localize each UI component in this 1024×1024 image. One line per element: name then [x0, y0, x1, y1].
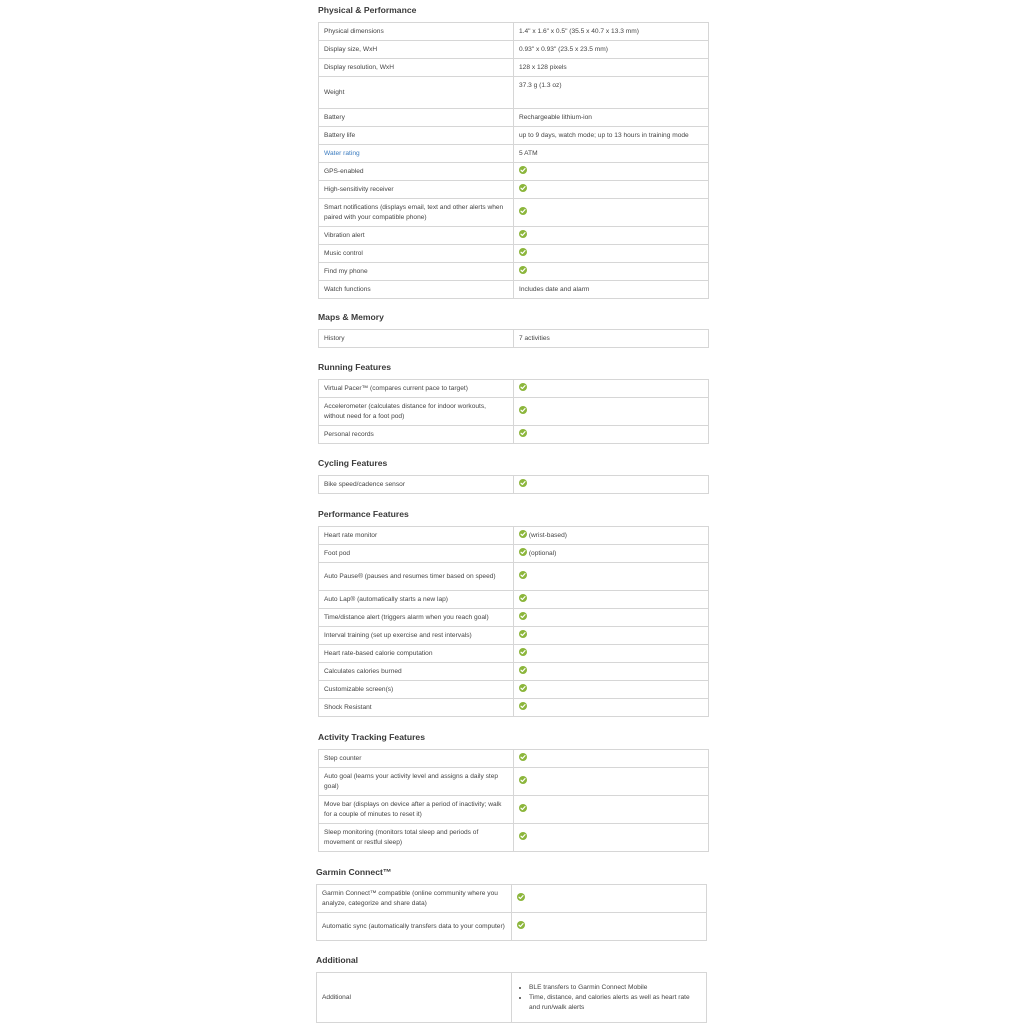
section-running-features [318, 360, 708, 444]
check-circle-icon [519, 832, 527, 840]
table-row [319, 281, 709, 299]
table-row [319, 699, 709, 717]
bullet-item: • Time, distance, and calories alerts as well as heart rate and run/walk alerts [529, 993, 701, 1013]
table-row [319, 609, 709, 627]
spec-label: Shock Resistant [319, 699, 514, 717]
table-row [317, 913, 707, 941]
spec-label: Sleep monitoring (monitors total sleep and periods of movement or restful sleep) [319, 824, 514, 852]
check-circle-icon [519, 166, 527, 174]
spec-label: Heart rate monitor [319, 527, 514, 545]
table-row [319, 681, 709, 699]
spec-value [514, 476, 709, 494]
spec-label: Personal records [319, 426, 514, 444]
table-row [319, 768, 709, 796]
check-circle-icon [519, 207, 527, 215]
spec-value [514, 563, 709, 591]
spec-value [514, 227, 709, 245]
section-cycling-features [318, 456, 708, 494]
check-circle-icon [517, 893, 525, 901]
section-additional [316, 953, 706, 1023]
table-row [319, 163, 709, 181]
section-performance-features [318, 507, 708, 717]
check-circle-icon [519, 612, 527, 620]
spec-label: Smart notifications (displays email, text and other alerts when paired with your compatible phone) [319, 199, 514, 227]
spec-label: Garmin Connect™ compatible (online community where you analyze, categorize and share data) [317, 885, 512, 913]
spec-label: High-sensitivity receiver [319, 181, 514, 199]
spec-value [514, 380, 709, 398]
check-circle-icon [519, 594, 527, 602]
spec-label: Weight [319, 77, 514, 109]
spec-value [514, 527, 709, 545]
spec-value: 0.93" x 0.93" (23.5 x 23.5 mm) [514, 41, 709, 59]
spec-value [514, 768, 709, 796]
spec-label: Music control [319, 245, 514, 263]
spec-label: Auto Lap® (automatically starts a new lap) [319, 591, 514, 609]
spec-table-maps [318, 329, 709, 348]
section-title: Activity Tracking Features [318, 732, 425, 742]
spec-value [512, 885, 707, 913]
table-row [319, 330, 709, 348]
spec-value: up to 9 days, watch mode; up to 13 hours in training mode [514, 127, 709, 145]
spec-label: Find my phone [319, 263, 514, 281]
spec-value [514, 591, 709, 609]
spec-label: Customizable screen(s) [319, 681, 514, 699]
table-row [319, 109, 709, 127]
section-title: Physical & Performance [318, 5, 417, 15]
spec-label: Interval training (set up exercise and rest intervals) [319, 627, 514, 645]
spec-value: Rechargeable lithium-ion [514, 109, 709, 127]
check-circle-icon [519, 648, 527, 656]
spec-value [514, 699, 709, 717]
section-title: Garmin Connect™ [316, 867, 392, 877]
table-row [319, 145, 709, 163]
check-circle-icon [519, 702, 527, 710]
spec-table-activity [318, 749, 709, 852]
spec-value [512, 913, 707, 941]
check-circle-icon [519, 184, 527, 192]
check-circle-icon [519, 684, 527, 692]
spec-label: Auto Pause® (pauses and resumes timer based on speed) [319, 563, 514, 591]
check-circle-icon [519, 571, 527, 579]
spec-label: History [319, 330, 514, 348]
spec-value [514, 645, 709, 663]
table-row [319, 796, 709, 824]
check-circle-icon [519, 406, 527, 414]
spec-label: Vibration alert [319, 227, 514, 245]
section-garmin-connect [316, 865, 706, 941]
table-row [319, 199, 709, 227]
spec-label: Step counter [319, 750, 514, 768]
spec-value [514, 545, 709, 563]
table-row [317, 885, 707, 913]
spec-table-physical [318, 22, 709, 299]
check-circle-icon [519, 429, 527, 437]
spec-value: Includes date and alarm [514, 281, 709, 299]
spec-value [514, 750, 709, 768]
spec-value [514, 609, 709, 627]
spec-label: Watch functions [319, 281, 514, 299]
spec-label: Auto goal (learns your activity level and assigns a daily step goal) [319, 768, 514, 796]
spec-value [514, 263, 709, 281]
table-row [319, 476, 709, 494]
spec-value [514, 181, 709, 199]
spec-label: Additional [317, 973, 512, 1023]
spec-label: Accelerometer (calculates distance for indoor workouts, without need for a foot pod) [319, 398, 514, 426]
spec-table-connect [316, 884, 707, 941]
section-title: Running Features [318, 362, 392, 372]
check-circle-icon [519, 804, 527, 812]
spec-note: (wrist-based) [528, 531, 567, 539]
table-row [319, 563, 709, 591]
spec-note: (optional) [528, 549, 557, 557]
spec-value: 7 activities [514, 330, 709, 348]
spec-value [512, 973, 707, 1023]
spec-value: 5 ATM [514, 145, 709, 163]
table-row [319, 824, 709, 852]
table-row [319, 245, 709, 263]
spec-label: Physical dimensions [319, 23, 514, 41]
spec-table-additional [316, 972, 707, 1023]
spec-label: Automatic sync (automatically transfers data to your computer) [317, 913, 512, 941]
table-row [319, 227, 709, 245]
spec-value: 128 x 128 pixels [514, 59, 709, 77]
spec-value [514, 398, 709, 426]
table-row [319, 41, 709, 59]
table-row [319, 663, 709, 681]
spec-value: 1.4" x 1.6" x 0.5" (35.5 x 40.7 x 13.3 mm) [514, 23, 709, 41]
check-circle-icon [519, 530, 527, 538]
bullet-list [517, 983, 701, 1013]
spec-label: Move bar (displays on device after a period of inactivity; walk for a couple of minutes to reset it) [319, 796, 514, 824]
check-circle-icon [519, 230, 527, 238]
spec-label: Battery [319, 109, 514, 127]
spec-table-cycling [318, 475, 709, 494]
spec-label: Heart rate-based calorie computation [319, 645, 514, 663]
table-row [319, 380, 709, 398]
section-title: Cycling Features [318, 458, 388, 468]
table-row [317, 973, 707, 1023]
table-row [319, 59, 709, 77]
check-circle-icon [519, 666, 527, 674]
spec-value [514, 796, 709, 824]
table-row [319, 263, 709, 281]
spec-label: Battery life [319, 127, 514, 145]
table-row [319, 591, 709, 609]
section-maps-memory [318, 310, 708, 348]
water-rating-link[interactable]: Water rating [324, 149, 360, 157]
spec-label [319, 145, 514, 163]
bullet-item: • BLE transfers to Garmin Connect Mobile [529, 983, 701, 993]
spec-label: GPS-enabled [319, 163, 514, 181]
spec-value [514, 245, 709, 263]
check-circle-icon [519, 266, 527, 274]
table-row [319, 645, 709, 663]
spec-label: Display resolution, WxH [319, 59, 514, 77]
spec-value [514, 163, 709, 181]
check-circle-icon [519, 548, 527, 556]
spec-label: Foot pod [319, 545, 514, 563]
table-row [319, 398, 709, 426]
table-row [319, 527, 709, 545]
check-circle-icon [519, 776, 527, 784]
check-circle-icon [519, 753, 527, 761]
spec-label: Display size, WxH [319, 41, 514, 59]
spec-table-running [318, 379, 709, 444]
spec-label: Time/distance alert (triggers alarm when you reach goal) [319, 609, 514, 627]
check-circle-icon [517, 921, 525, 929]
spec-value [514, 663, 709, 681]
spec-label: Virtual Pacer™ (compares current pace to target) [319, 380, 514, 398]
section-title: Maps & Memory [318, 312, 384, 322]
spec-value [514, 199, 709, 227]
table-row [319, 181, 709, 199]
spec-value [514, 627, 709, 645]
spec-table-performance [318, 526, 709, 717]
section-title: Performance Features [318, 509, 409, 519]
check-circle-icon [519, 630, 527, 638]
section-physical-performance [318, 3, 708, 299]
section-title: Additional [316, 955, 359, 965]
spec-value [514, 426, 709, 444]
table-row [319, 750, 709, 768]
table-row [319, 127, 709, 145]
check-circle-icon [519, 248, 527, 256]
spec-label: Calculates calories burned [319, 663, 514, 681]
table-row [319, 23, 709, 41]
spec-value [514, 681, 709, 699]
table-row [319, 545, 709, 563]
spec-label: Bike speed/cadence sensor [319, 476, 514, 494]
table-row [319, 426, 709, 444]
section-activity-tracking [318, 730, 708, 852]
spec-value: 37.3 g (1.3 oz) [514, 77, 709, 109]
check-circle-icon [519, 383, 527, 391]
spec-value [514, 824, 709, 852]
table-row [319, 77, 709, 109]
table-row [319, 627, 709, 645]
check-circle-icon [519, 479, 527, 487]
